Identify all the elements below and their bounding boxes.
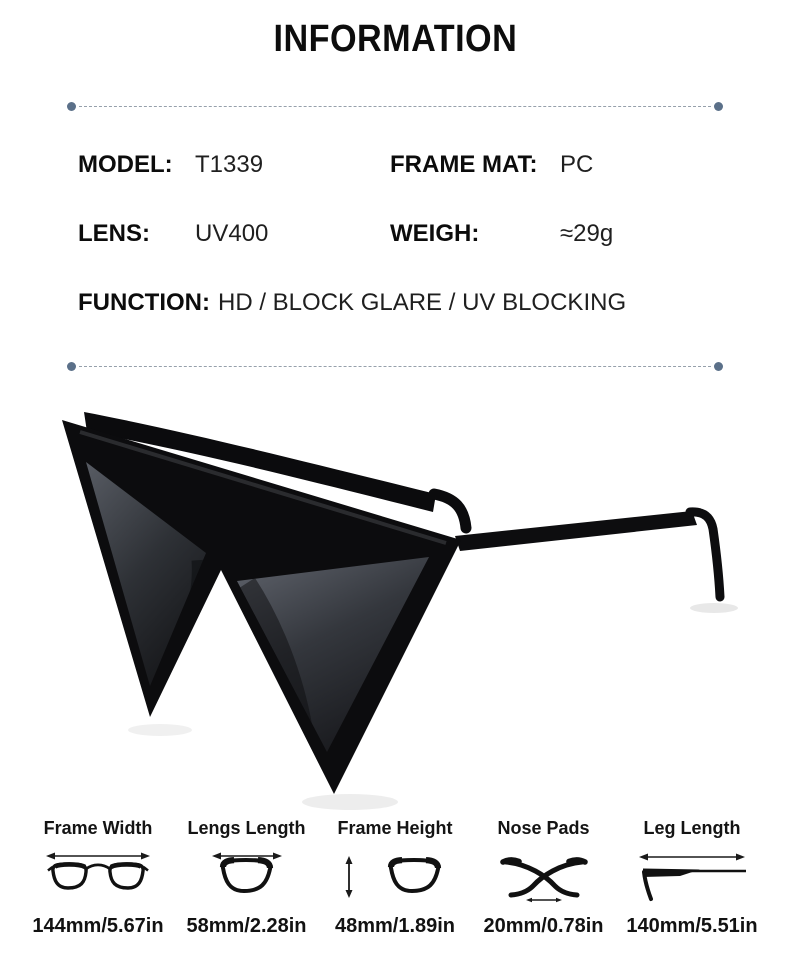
divider-dot-left bbox=[67, 102, 76, 111]
leg-length-icon bbox=[634, 848, 750, 906]
measurement-value: 140mm/5.51in bbox=[626, 915, 758, 937]
lens-length-icon bbox=[199, 848, 295, 906]
spec-model bbox=[78, 151, 263, 179]
spec-function-label: FUNCTION: bbox=[78, 289, 210, 316]
divider-top bbox=[67, 101, 723, 111]
spec-model-label: MODEL: bbox=[78, 151, 173, 178]
measurement-lens-length bbox=[173, 818, 321, 938]
divider-dash-line bbox=[79, 366, 711, 367]
spec-frame-mat bbox=[390, 151, 593, 179]
measurement-value: 48mm/1.89in bbox=[334, 915, 456, 937]
measurement-label: Frame Width bbox=[43, 818, 153, 838]
spec-function bbox=[78, 289, 626, 317]
measurement-frame-height bbox=[321, 818, 469, 938]
divider-bottom bbox=[67, 361, 723, 371]
measurement-frame-width bbox=[24, 818, 172, 938]
measurement-label: Leg Length bbox=[643, 818, 741, 838]
spec-function-value: HD / BLOCK GLARE / UV BLOCKING bbox=[218, 289, 627, 316]
spec-model-value: T1339 bbox=[195, 151, 264, 178]
frame-height-icon bbox=[339, 848, 451, 906]
divider-dot-right bbox=[714, 102, 723, 111]
spec-lens bbox=[78, 220, 268, 248]
divider-dash-line bbox=[79, 106, 711, 107]
divider-dot-right bbox=[714, 362, 723, 371]
spec-frame-mat-label: FRAME MAT: bbox=[390, 151, 538, 178]
divider-dot-left bbox=[67, 362, 76, 371]
measurement-value: 20mm/0.78in bbox=[483, 915, 604, 937]
spec-weight-label: WEIGH: bbox=[390, 220, 480, 247]
spec-lens-label: LENS: bbox=[78, 220, 150, 247]
measurement-label: Nose Pads bbox=[497, 818, 590, 838]
measurement-value: 58mm/2.28in bbox=[186, 915, 307, 937]
measurement-nose-pads bbox=[470, 818, 618, 938]
spec-lens-value: UV400 bbox=[195, 220, 269, 247]
page-title bbox=[0, 18, 790, 61]
measurements-row bbox=[0, 818, 790, 938]
spec-frame-mat-value: PC bbox=[560, 151, 594, 178]
triangle-sunglasses-photo bbox=[0, 390, 790, 810]
measurement-label: Lengs Length bbox=[187, 818, 306, 838]
spec-weight bbox=[390, 220, 613, 248]
measurement-value: 144mm/5.67in bbox=[32, 915, 164, 937]
page-title-text: INFORMATION bbox=[273, 18, 517, 60]
spec-weight-value: ≈29g bbox=[560, 220, 614, 247]
measurement-leg-length bbox=[618, 818, 766, 938]
product-photo bbox=[0, 390, 790, 810]
nose-pads-icon bbox=[492, 848, 596, 906]
measurement-label: Frame Height bbox=[337, 818, 453, 838]
frame-width-icon bbox=[43, 848, 153, 906]
